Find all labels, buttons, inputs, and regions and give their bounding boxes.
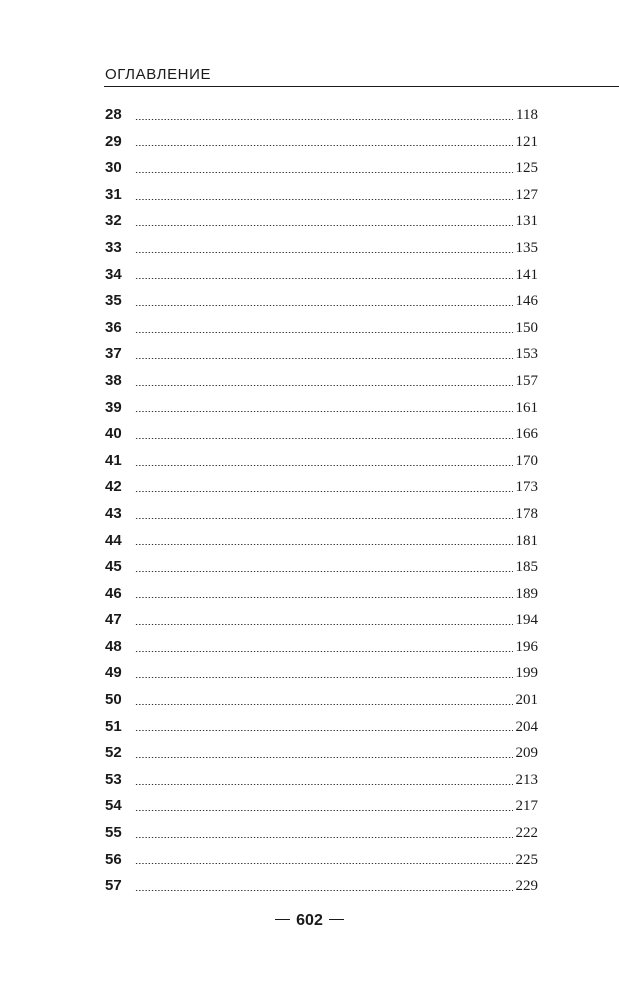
toc-page-number: 161 xyxy=(515,399,538,416)
toc-chapter-number: 44 xyxy=(105,531,122,549)
toc-chapter-number: 50 xyxy=(105,691,122,709)
toc-dot-leader xyxy=(135,730,513,731)
toc-page-number: 131 xyxy=(515,213,538,230)
toc-chapter-number: 57 xyxy=(105,877,122,895)
toc-page-number: 196 xyxy=(515,638,538,655)
header-rule xyxy=(104,86,619,87)
toc-chapter-number: 47 xyxy=(105,611,122,629)
toc-page-number: 213 xyxy=(515,771,538,788)
toc-page-number: 127 xyxy=(515,186,538,203)
toc-entry xyxy=(105,687,538,714)
toc-page-number: 173 xyxy=(515,479,538,496)
toc-entry xyxy=(105,793,538,820)
toc-chapter-number: 32 xyxy=(105,212,122,230)
toc-page-number: 150 xyxy=(515,319,538,336)
toc-page-number: 194 xyxy=(515,612,538,629)
toc-dot-leader xyxy=(135,145,513,146)
toc-page-number: 189 xyxy=(515,585,538,602)
toc-entry xyxy=(105,262,538,289)
toc-entry xyxy=(105,714,538,741)
toc-chapter-number: 33 xyxy=(105,238,122,256)
page-number: 602 xyxy=(296,912,323,929)
toc-dot-leader xyxy=(135,172,513,173)
toc-page-number: 141 xyxy=(515,266,538,283)
toc-page-number: 121 xyxy=(515,133,538,150)
toc-dot-leader xyxy=(135,358,513,359)
toc-page-number: 157 xyxy=(515,372,538,389)
toc-entry xyxy=(105,873,538,900)
toc-entry xyxy=(105,288,538,315)
toc-page-number: 166 xyxy=(515,426,538,443)
toc-chapter-number: 43 xyxy=(105,504,122,522)
toc-entry xyxy=(105,315,538,342)
toc-entry xyxy=(105,474,538,501)
toc-page-number: 204 xyxy=(515,718,538,735)
toc-dot-leader xyxy=(135,837,513,838)
toc-chapter-number: 34 xyxy=(105,265,122,283)
toc-entry xyxy=(105,421,538,448)
toc-chapter-number: 48 xyxy=(105,637,122,655)
toc-entry xyxy=(105,767,538,794)
toc-entry xyxy=(105,554,538,581)
toc-page-number: 229 xyxy=(515,878,538,895)
toc-entry xyxy=(105,501,538,528)
toc-page-number: 146 xyxy=(515,293,538,310)
toc-entry xyxy=(105,634,538,661)
toc-chapter-number: 53 xyxy=(105,770,122,788)
toc-chapter-number: 45 xyxy=(105,558,122,576)
toc-chapter-number: 30 xyxy=(105,159,122,177)
toc-chapter-number: 37 xyxy=(105,345,122,363)
toc-dot-leader xyxy=(135,119,513,120)
toc-page-number: 135 xyxy=(515,239,538,256)
toc-dot-leader xyxy=(135,704,513,705)
toc-dot-leader xyxy=(135,411,513,412)
toc-page-number: 181 xyxy=(515,532,538,549)
running-header-title: ОГЛАВЛЕНИЕ xyxy=(105,66,212,83)
toc-entry xyxy=(105,820,538,847)
toc-entry xyxy=(105,235,538,262)
toc-entry xyxy=(105,581,538,608)
toc-chapter-number: 42 xyxy=(105,478,122,496)
toc-dot-leader xyxy=(135,784,513,785)
toc-dot-leader xyxy=(135,810,513,811)
toc-chapter-number: 39 xyxy=(105,398,122,416)
toc-dot-leader xyxy=(135,225,513,226)
toc-chapter-number: 55 xyxy=(105,824,122,842)
toc-chapter-number: 38 xyxy=(105,371,122,389)
toc-chapter-number: 46 xyxy=(105,584,122,602)
toc-dot-leader xyxy=(135,890,513,891)
toc-page-number: 153 xyxy=(515,346,538,363)
toc-dot-leader xyxy=(135,278,513,279)
toc-chapter-number: 35 xyxy=(105,292,122,310)
toc-entry xyxy=(105,660,538,687)
toc-entry xyxy=(105,341,538,368)
toc-dot-leader xyxy=(135,199,513,200)
toc-dot-leader xyxy=(135,863,513,864)
toc-chapter-number: 54 xyxy=(105,797,122,815)
table-of-contents xyxy=(105,102,538,900)
toc-entry xyxy=(105,448,538,475)
toc-chapter-number: 40 xyxy=(105,425,122,443)
toc-page-number: 201 xyxy=(515,692,538,709)
toc-dot-leader xyxy=(135,651,513,652)
toc-page-number: 199 xyxy=(515,665,538,682)
toc-dot-leader xyxy=(135,597,513,598)
toc-entry xyxy=(105,129,538,156)
toc-entry xyxy=(105,740,538,767)
toc-page-number: 125 xyxy=(515,160,538,177)
toc-page-number: 170 xyxy=(515,452,538,469)
toc-chapter-number: 36 xyxy=(105,318,122,336)
toc-page-number: 178 xyxy=(515,505,538,522)
toc-page-number: 118 xyxy=(516,107,538,123)
toc-chapter-number: 56 xyxy=(105,850,122,868)
toc-entry xyxy=(105,368,538,395)
toc-entry xyxy=(105,208,538,235)
toc-dot-leader xyxy=(135,571,513,572)
footer-dash-left xyxy=(275,919,290,920)
toc-entry xyxy=(105,847,538,874)
toc-entry xyxy=(105,607,538,634)
toc-dot-leader xyxy=(135,518,513,519)
toc-dot-leader xyxy=(135,465,513,466)
toc-chapter-number: 41 xyxy=(105,451,122,469)
toc-page-number: 217 xyxy=(515,798,538,815)
toc-page-number: 225 xyxy=(515,851,538,868)
toc-dot-leader xyxy=(135,438,513,439)
toc-chapter-number: 51 xyxy=(105,717,122,735)
toc-chapter-number: 31 xyxy=(105,185,122,203)
toc-chapter-number: 29 xyxy=(105,132,122,150)
toc-dot-leader xyxy=(135,332,513,333)
page-footer xyxy=(0,912,619,930)
toc-dot-leader xyxy=(135,624,513,625)
toc-dot-leader xyxy=(135,491,513,492)
toc-page-number: 185 xyxy=(515,559,538,576)
toc-dot-leader xyxy=(135,385,513,386)
toc-dot-leader xyxy=(135,252,513,253)
toc-dot-leader xyxy=(135,544,513,545)
toc-entry xyxy=(105,395,538,422)
footer-dash-right xyxy=(329,919,344,920)
toc-dot-leader xyxy=(135,305,513,306)
toc-page-number: 222 xyxy=(515,825,538,842)
toc-chapter-number: 52 xyxy=(105,744,122,762)
toc-dot-leader xyxy=(135,677,513,678)
toc-chapter-number: 28 xyxy=(105,106,122,123)
toc-chapter-number: 49 xyxy=(105,664,122,682)
toc-entry xyxy=(105,182,538,209)
toc-entry xyxy=(105,528,538,555)
toc-page-number: 209 xyxy=(515,745,538,762)
toc-dot-leader xyxy=(135,757,513,758)
toc-entry xyxy=(105,102,538,129)
toc-entry xyxy=(105,155,538,182)
